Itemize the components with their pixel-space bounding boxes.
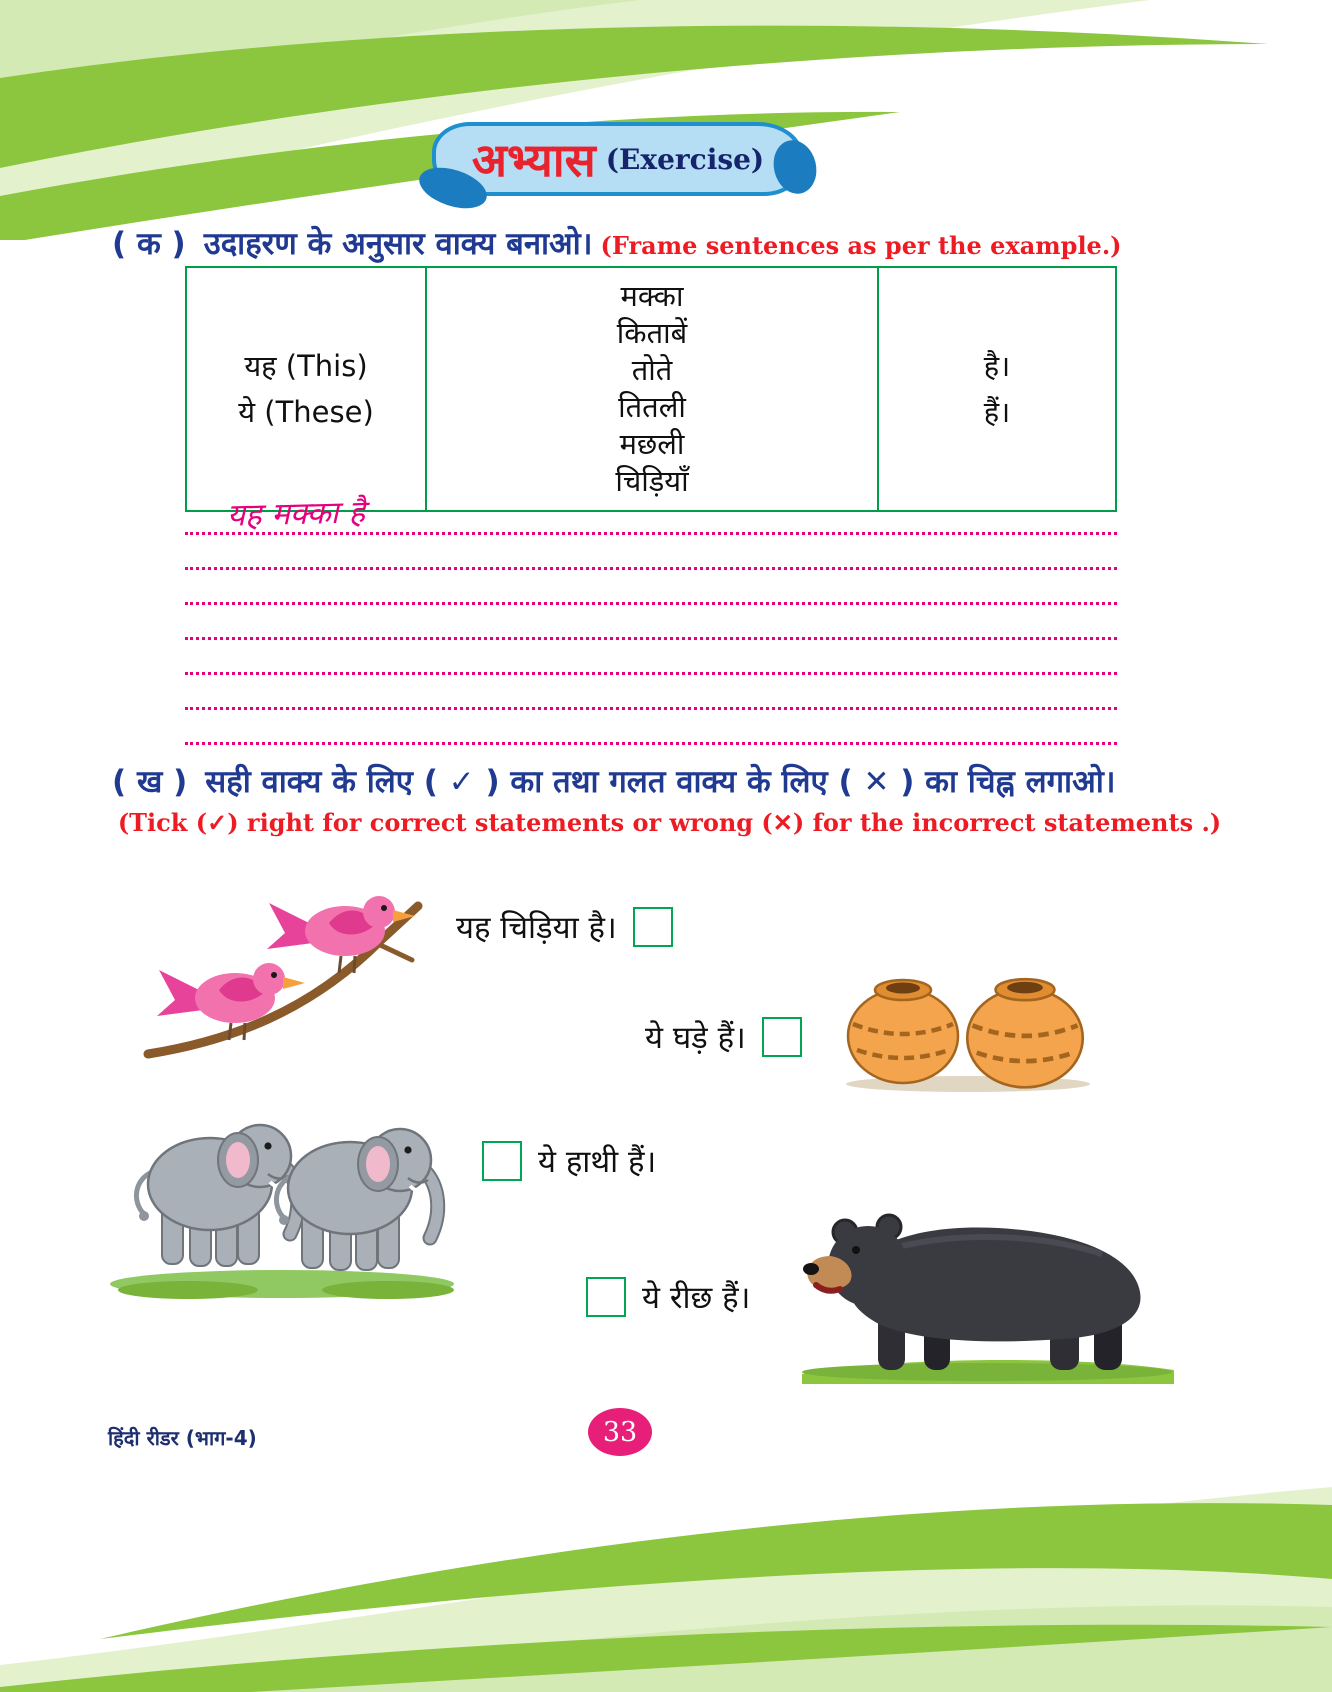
two-clay-pots-illustration [833, 950, 1103, 1095]
noun-option: मछली [619, 427, 685, 461]
noun-option: तोते [631, 353, 673, 387]
exercise-title-english: (Exercise) [605, 142, 765, 176]
top-swoosh-decoration [0, 0, 1332, 240]
bottom-swoosh-decoration [0, 1457, 1332, 1692]
statement-row-birds [456, 906, 673, 948]
black-bear-illustration [782, 1188, 1184, 1384]
answer-line[interactable] [185, 605, 1117, 640]
verb-column [878, 267, 1116, 511]
statement-row-pots [645, 1016, 802, 1058]
statement-row-bear [586, 1276, 750, 1318]
pronoun-column [186, 267, 426, 511]
answer-line[interactable] [185, 640, 1117, 675]
section-a-instruction-hindi: उदाहरण के अनुसार वाक्य बनाओ। [203, 226, 593, 262]
pronoun-option: यह (This) [244, 349, 368, 383]
exercise-title-hindi: अभ्यास [471, 133, 596, 187]
statement-text: ये रीछ हैं। [642, 1280, 751, 1316]
statement-row-elephants [482, 1140, 656, 1182]
verb-option: हैं। [983, 395, 1011, 429]
pronoun-option: ये (These) [238, 395, 374, 429]
two-pink-birds-illustration [140, 836, 430, 1061]
answer-checkbox[interactable] [482, 1141, 522, 1181]
answer-checkbox[interactable] [762, 1017, 802, 1057]
section-a-label: ( क ) [112, 226, 186, 262]
section-a-heading [112, 222, 1272, 264]
section-b-instruction-english: (Tick (✓) right for correct statements or wrong (✕) for the incorrect statements .) [117, 808, 1222, 837]
noun-column [426, 267, 878, 511]
page-number-badge: 33 [588, 1408, 652, 1456]
answer-line[interactable] [185, 535, 1117, 570]
answer-line[interactable] [185, 494, 1117, 535]
book-title: हिंदी रीडर (भाग-4) [108, 1426, 257, 1450]
noun-option: चिड़ियाँ [615, 464, 689, 498]
section-b-instruction-hindi: सही वाक्य के लिए ( ✓ ) का तथा गलत वाक्य के लिए ( ✕ ) का चिह्न लगाओ। [205, 764, 1116, 800]
exercise-title-banner [432, 122, 804, 196]
answer-line[interactable] [185, 675, 1117, 710]
example-answer-handwritten: यह मक्का है [226, 494, 366, 534]
section-a-instruction-english: (Frame sentences as per the example.) [600, 231, 1122, 260]
answer-checkbox[interactable] [586, 1277, 626, 1317]
sentence-frame-table [185, 266, 1117, 512]
section-b-label: ( ख ) [112, 764, 188, 800]
statement-text: ये हाथी हैं। [538, 1144, 657, 1180]
answer-checkbox[interactable] [633, 907, 673, 947]
statement-text: ये घड़े हैं। [645, 1020, 746, 1056]
answer-line[interactable] [185, 710, 1117, 745]
noun-option: तितली [618, 390, 686, 424]
noun-option: किताबें [616, 316, 688, 350]
answer-line[interactable] [185, 570, 1117, 605]
section-b-heading [112, 760, 1227, 837]
two-elephants-illustration [98, 1078, 466, 1306]
statement-text: यह चिड़िया है। [456, 910, 617, 946]
verb-option: है। [983, 349, 1011, 383]
noun-option: मक्का [620, 279, 684, 313]
answer-lines-area [185, 494, 1117, 745]
